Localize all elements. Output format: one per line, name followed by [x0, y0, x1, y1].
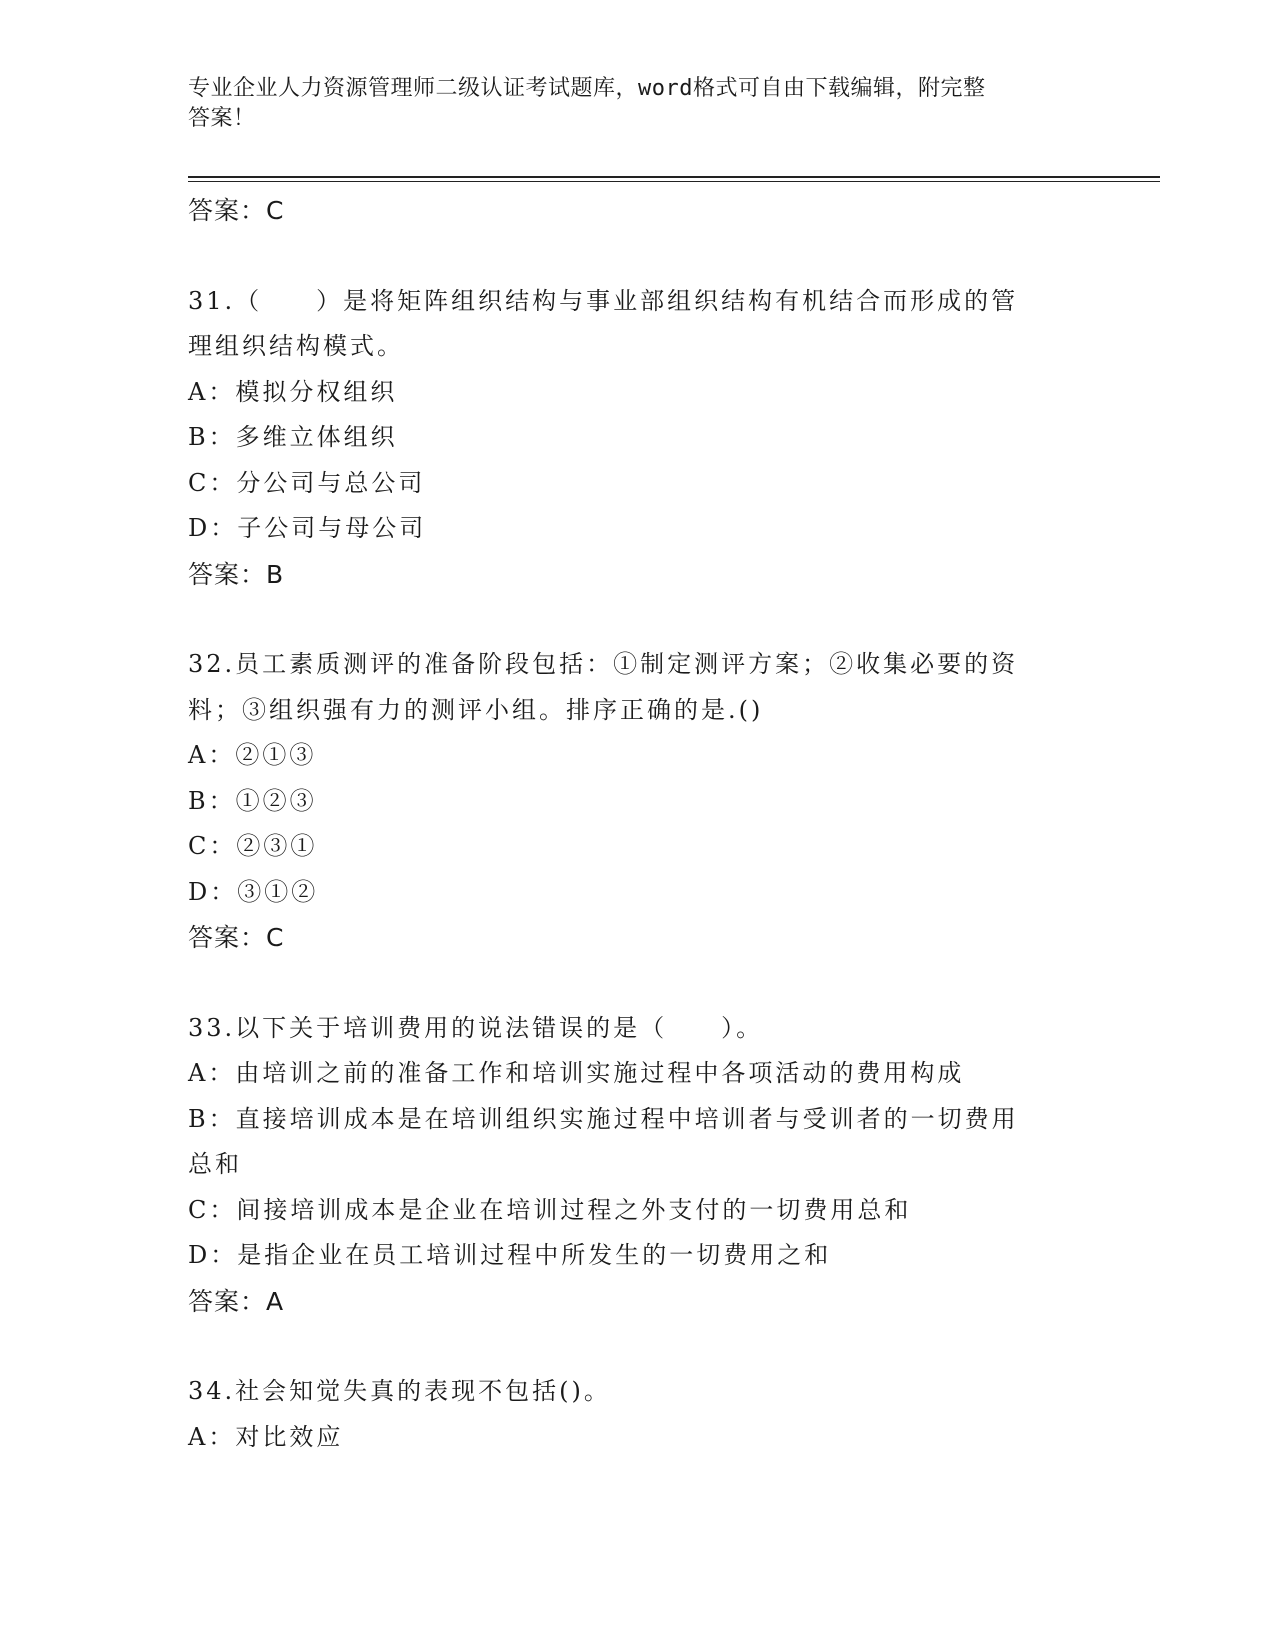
question-31: [188, 279, 1088, 598]
question-stem: 32.员工素质测评的准备阶段包括：①制定测评方案；②收集必要的资: [188, 650, 1019, 678]
option-c: C：②③①: [188, 832, 318, 860]
question-32: [188, 642, 1088, 961]
question-stem: 33.以下关于培训费用的说法错误的是（ ）。: [188, 1013, 764, 1042]
option-d: D：③①②: [188, 877, 319, 906]
option-a: A：由培训之前的准备工作和培训实施过程中各项活动的费用构成: [188, 1059, 965, 1087]
option-a: A：模拟分权组织: [188, 377, 398, 406]
question-34: [188, 1369, 1088, 1460]
question-stem: 理组织结构模式。: [188, 332, 404, 360]
question-stem: 31.（ ）是将矩阵组织结构与事业部组织结构有机结合而形成的管: [188, 286, 1019, 315]
document-body: [188, 188, 1088, 1460]
answer: 答案：B: [188, 559, 285, 589]
option-c: C：分公司与总公司: [188, 468, 426, 497]
document-header: [188, 74, 1088, 134]
option-b-continued: 总和: [188, 1150, 242, 1178]
answer-30: 答案：C: [188, 196, 285, 225]
option-a: A：②①③: [188, 741, 317, 769]
option-c: C：间接培训成本是企业在培训过程之外支付的一切费用总和: [188, 1195, 912, 1224]
answer: 答案：C: [188, 923, 285, 952]
option-b: B：多维立体组织: [188, 423, 398, 451]
answer: 答案：A: [188, 1286, 285, 1316]
question-stem: 料；③组织强有力的测评小组。排序正确的是.(): [188, 695, 764, 724]
header-line-1: 专业企业人力资源管理师二级认证考试题库，word格式可自由下载编辑，附完整: [188, 76, 986, 101]
option-a: A：对比效应: [188, 1422, 344, 1451]
option-b: B：①②③: [188, 786, 317, 815]
option-d: D：是指企业在员工培训过程中所发生的一切费用之和: [188, 1241, 832, 1269]
header-divider: [188, 176, 1160, 182]
option-b: B：直接培训成本是在培训组织实施过程中培训者与受训者的一切费用: [188, 1104, 1019, 1133]
option-d: D：子公司与母公司: [188, 514, 427, 542]
question-stem: 34.社会知觉失真的表现不包括()。: [188, 1377, 611, 1405]
header-line-2: 答案！: [188, 106, 256, 131]
question-33: [188, 1006, 1088, 1325]
